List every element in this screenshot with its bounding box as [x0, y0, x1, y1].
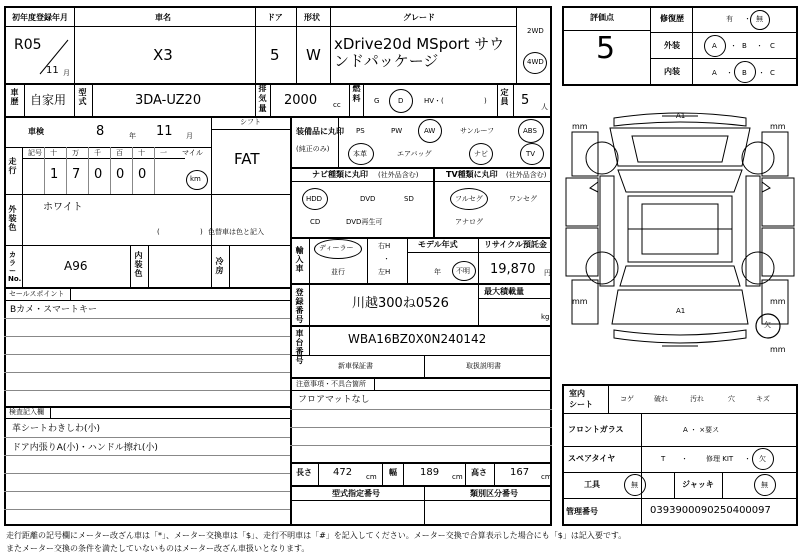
divider: [497, 83, 498, 116]
damage-code: A1: [676, 112, 686, 120]
equip-airbag: エアバッグ: [397, 150, 432, 158]
tv-fullseg: フルセグ: [455, 195, 483, 203]
divider: [290, 167, 552, 169]
dot: ・: [681, 455, 688, 463]
divider: [424, 355, 425, 377]
divider: [4, 116, 552, 118]
divider: [4, 245, 290, 246]
divider: [132, 147, 133, 194]
divider: [290, 181, 552, 182]
repair-no: 無: [756, 15, 763, 23]
divider: [22, 147, 23, 194]
navi-dvd-play: DVD再生可: [346, 218, 383, 226]
ruled-line: [4, 491, 290, 492]
spare-kit: 修理 KIT: [706, 455, 734, 463]
divider: [296, 6, 297, 83]
ruled-line: [4, 437, 290, 438]
inspector-label: 検査記入欄: [9, 408, 44, 416]
divider: [407, 237, 408, 283]
mm-label: mm: [770, 122, 786, 131]
repair-yes: 有: [726, 15, 733, 23]
shift-value: FAT: [234, 150, 260, 168]
sales-point-label: セールスポイント: [9, 290, 65, 298]
divider: [650, 58, 798, 59]
mgmt-value: 0393900090250400097: [650, 505, 771, 516]
score-value: 5: [596, 31, 616, 66]
equip-aw: AW: [424, 127, 436, 135]
divider: [290, 116, 292, 526]
recycle-label: リサイクル預託金: [484, 240, 547, 249]
max-load-unit: kg: [541, 313, 550, 321]
equipment-label: 装備品に丸印: [296, 127, 344, 136]
sheet-scratch: キズ: [756, 395, 770, 403]
divider: [513, 83, 514, 116]
divider: [70, 287, 71, 300]
chassis-value: WBA16BZ0X0N240142: [348, 332, 487, 346]
divider: [24, 83, 25, 116]
inspector-line: ドア内張りA(小)・ハンドル擦れ(小): [12, 443, 158, 453]
divider: [562, 472, 798, 473]
divider: [641, 413, 642, 526]
first-reg-month: 11: [46, 65, 59, 76]
month-unit: 月: [63, 69, 70, 77]
mileage-digit-header: マイル: [182, 149, 203, 157]
color-no-label: カラーNo.: [8, 251, 22, 283]
damage-code: 欠: [764, 321, 771, 329]
exterior-color: ホワイト: [43, 202, 83, 213]
cc-unit: cc: [333, 101, 341, 109]
first-reg-label: 初年度登録年月: [12, 13, 68, 22]
registration-value: 川越300ね0526: [352, 296, 449, 311]
mileage-digit: 0: [116, 167, 125, 182]
left-hand: 左H: [378, 268, 391, 276]
color-note: 色替車は色と記入: [208, 228, 264, 236]
damage-code: A1: [676, 307, 686, 315]
capacity: 5: [521, 93, 530, 108]
note-close: ): [200, 228, 203, 236]
import-parallel: 並行: [331, 268, 345, 276]
navi-sd: SD: [404, 195, 414, 203]
dot: ・: [758, 69, 765, 77]
divider: [130, 245, 131, 287]
tv-analog: アナログ: [455, 218, 483, 226]
mileage-digit: 1: [50, 167, 59, 182]
inspection-label: 車検: [28, 127, 44, 136]
inspector-line: 革シートわきしわ(小): [12, 424, 101, 434]
divider: [4, 194, 290, 195]
tv-oneseg: ワンセグ: [509, 195, 537, 203]
divider: [692, 6, 693, 86]
fuel-d: D: [398, 97, 404, 105]
divider: [318, 462, 319, 485]
spare-t: T: [661, 455, 666, 463]
divider: [4, 26, 516, 27]
divider: [4, 418, 290, 419]
mileage-digit-header: 十: [50, 149, 57, 157]
chassis-label: 車台番号: [295, 329, 304, 365]
model-label: 型式: [78, 88, 87, 106]
mileage-digit: 7: [72, 167, 81, 182]
divider: [382, 462, 383, 485]
usage-label: 車歴: [10, 88, 19, 106]
divider: [22, 194, 23, 245]
divider: [74, 83, 75, 116]
inspection-year: 8: [96, 124, 105, 139]
ruled-line: [290, 409, 552, 410]
car-damage-diagram: [562, 96, 798, 376]
mm-label: mm: [572, 122, 588, 131]
divider: [22, 245, 23, 287]
equip-abs: ABS: [523, 127, 537, 135]
divider: [330, 6, 331, 83]
ruled-line: [4, 372, 290, 373]
recycle-value: 19,870: [490, 262, 536, 277]
tools-label: 工具: [584, 480, 600, 489]
month-unit: 月: [186, 132, 193, 140]
divider: [722, 472, 723, 498]
divider: [4, 300, 290, 301]
divider: [650, 32, 798, 33]
interior-color-label: 内装色: [134, 251, 143, 278]
divider: [270, 83, 271, 116]
cm-unit: cm: [452, 473, 463, 481]
tv-sub: (社外品含む): [506, 171, 547, 179]
length-value: 472: [333, 467, 353, 478]
manual-book: 取扱説明書: [466, 362, 501, 370]
equip-pw: PW: [391, 127, 403, 135]
navi-label: ナビ種類に丸印: [312, 170, 368, 179]
divider: [66, 147, 67, 194]
mm-label: mm: [572, 297, 588, 306]
divider: [211, 129, 290, 130]
divider: [562, 413, 798, 414]
grade-a: A: [712, 42, 717, 50]
repair-label: 修復歴: [660, 14, 684, 23]
divider: [50, 406, 51, 418]
cm-unit: cm: [541, 473, 552, 481]
displacement: 2000: [284, 93, 318, 108]
divider: [4, 406, 290, 408]
cm-unit: cm: [366, 473, 377, 481]
equip-tv: TV: [526, 150, 536, 158]
divider: [674, 472, 675, 498]
car-name: X3: [153, 46, 173, 64]
divider: [407, 252, 552, 253]
divider: [608, 384, 609, 413]
equip-navi: ナビ: [474, 150, 488, 158]
divider: [338, 116, 339, 167]
capacity-label: 定員: [500, 88, 509, 106]
dot: ・: [726, 69, 733, 77]
navi-cd: CD: [310, 218, 321, 226]
fuel-label: 燃料: [352, 84, 361, 103]
model-year-unknown: 不明: [456, 267, 470, 275]
category-label: 類別区分番号: [470, 489, 518, 498]
divider: [478, 298, 552, 299]
divider: [4, 287, 290, 289]
length-label: 長さ: [296, 468, 312, 477]
divider: [516, 6, 517, 83]
divider: [211, 116, 212, 245]
mileage-digit-header: 一: [160, 149, 167, 157]
model: 3DA-UZ20: [135, 93, 202, 108]
divider: [229, 245, 230, 287]
door-label: ドア: [267, 13, 283, 22]
footer-line-2: またメーター交換の条件を満たしていないものはメーター改ざん車扱いとなります。: [6, 544, 310, 553]
grade-label: グレード: [403, 13, 435, 22]
divider: [290, 462, 552, 464]
mileage-unit: km: [190, 175, 201, 183]
divider: [562, 498, 798, 499]
interior-sheet-label-1: 室内: [569, 389, 585, 398]
fuel-close: ): [484, 97, 487, 105]
divider: [309, 283, 310, 325]
tv-label: TV種類に丸印: [446, 170, 498, 179]
inspection-month: 11: [156, 124, 173, 139]
divider: [562, 446, 798, 447]
mileage-label: 走行: [8, 157, 17, 175]
divider: [4, 147, 211, 148]
exterior-label: 外装色: [8, 205, 17, 232]
divider: [349, 83, 350, 116]
interior-grade-label: 内装: [664, 67, 680, 76]
mileage-digit-header: 百: [116, 149, 123, 157]
ruled-line: [290, 445, 552, 446]
height-value: 167: [510, 467, 530, 478]
navi-hdd: HDD: [306, 195, 323, 203]
grade: xDrive20d MSport サウンドパッケージ: [334, 35, 505, 70]
ruled-line: [4, 354, 290, 355]
dot: ・: [730, 42, 737, 50]
sheet-tear: 破れ: [654, 395, 668, 403]
divider: [403, 462, 404, 485]
sheet-stain: 汚れ: [690, 395, 704, 403]
grade-b: B: [742, 69, 747, 77]
notes-text: フロアマットなし: [298, 395, 370, 405]
grade-b: B: [742, 42, 747, 50]
equip-leather: 本革: [353, 150, 367, 158]
registration-label: 登録番号: [295, 288, 304, 324]
windshield-value: A ・ ×要ス: [683, 426, 720, 434]
divider: [433, 167, 435, 237]
equipment-sublabel: (純正のみ): [296, 145, 330, 153]
divider: [4, 83, 552, 85]
sheet-burn: コゲ: [620, 395, 634, 403]
ruled-line: [4, 509, 290, 510]
windshield-label: フロントガラス: [568, 425, 624, 434]
width-label: 幅: [389, 468, 397, 477]
year-unit: 年: [129, 132, 136, 140]
mileage-digit: 0: [94, 167, 103, 182]
recycle-unit: 円: [544, 269, 551, 277]
divider: [44, 147, 45, 194]
equip-sunroof: サンルーフ: [460, 127, 495, 135]
divider: [363, 83, 364, 116]
mileage-digit-header: 千: [94, 149, 101, 157]
ruled-line: [4, 336, 290, 337]
shift-label: シフト: [240, 118, 261, 126]
mgmt-label: 管理番号: [566, 507, 598, 516]
divider: [290, 500, 552, 501]
divider: [478, 283, 479, 325]
divider: [211, 245, 212, 287]
dot: ・: [383, 255, 390, 263]
divider: [478, 237, 479, 283]
divider: [255, 6, 256, 83]
divider: [74, 6, 75, 83]
mileage-digit: 0: [138, 167, 147, 182]
ruled-line: [4, 473, 290, 474]
width-value: 189: [420, 467, 440, 478]
ruled-line: [4, 390, 290, 391]
grade-c: C: [770, 42, 775, 50]
car-name-label: 車名: [155, 13, 171, 22]
doors: 5: [270, 46, 280, 64]
spare-label: スペアタイヤ: [568, 454, 616, 463]
divider: [92, 83, 93, 116]
first-reg-era: R05: [14, 37, 42, 53]
model-year-label: モデル年式: [418, 240, 458, 249]
notes-label: 注意事項・不具合箇所: [296, 380, 366, 388]
score-label: 評価点: [590, 13, 614, 22]
tools-value: 無: [631, 481, 638, 489]
jack-value: 無: [761, 481, 768, 489]
footer-line-1: 走行距離の記号欄にメーター改ざん車は「*」、メーター交換車は「$」、走行不明車は「#」を記入してください。メーター交換で合算表示した場合にも「$」は記入要です。: [6, 531, 627, 540]
grade-a: A: [712, 69, 717, 77]
divider: [367, 237, 368, 283]
divider: [290, 377, 552, 379]
interior-sheet-label-2: シート: [569, 400, 593, 409]
dot: ・: [744, 15, 751, 23]
exterior-grade-label: 外装: [664, 41, 680, 50]
note-open: (: [157, 228, 160, 236]
height-label: 高さ: [471, 468, 487, 477]
divider: [148, 245, 149, 287]
divider: [255, 83, 256, 116]
displacement-label: 排気量: [258, 84, 267, 113]
ac-label: 冷房: [215, 257, 224, 275]
type-designation-label: 型式指定番号: [332, 489, 380, 498]
divider: [650, 6, 651, 86]
divider: [110, 147, 111, 194]
shape-label: 形状: [304, 13, 320, 22]
dot: ・: [756, 42, 763, 50]
drive-4wd: 4WD: [527, 58, 544, 66]
divider: [374, 377, 375, 390]
shape: W: [306, 46, 321, 64]
navi-dvd: DVD: [360, 195, 376, 203]
divider: [290, 485, 552, 487]
mileage-digit-header: 万: [72, 149, 79, 157]
grade-c: C: [770, 69, 775, 77]
divider: [22, 158, 185, 159]
fuel-hv: HV・(: [424, 97, 444, 105]
divider: [290, 355, 552, 356]
dot: ・: [744, 455, 751, 463]
import-dealer: ディーラー: [319, 244, 354, 252]
ruled-line: [4, 318, 290, 319]
navi-sub: (社外品含む): [378, 171, 419, 179]
divider: [290, 283, 552, 285]
color-no: A96: [64, 259, 88, 273]
capacity-unit: 人: [541, 103, 548, 111]
warranty-book: 新車保証書: [338, 362, 373, 370]
right-hand: 右H: [378, 242, 391, 250]
fuel-g: G: [374, 97, 380, 105]
equip-ps: PS: [356, 127, 365, 135]
divider: [309, 237, 310, 283]
mm-label: mm: [770, 345, 786, 354]
divider: [465, 462, 466, 485]
divider: [309, 325, 310, 355]
mileage-digit-header: 十: [138, 149, 145, 157]
ruled-line: [290, 427, 552, 428]
spare-none: 欠: [759, 455, 766, 463]
ruled-line: [4, 455, 290, 456]
import-label: 輸入車: [295, 246, 304, 273]
mm-label: mm: [770, 297, 786, 306]
sheet-hole: 穴: [728, 395, 735, 403]
divider: [290, 390, 552, 391]
divider: [494, 462, 495, 485]
divider: [424, 485, 425, 526]
model-year-unit: 年: [434, 268, 441, 276]
divider: [154, 147, 155, 194]
divider: [290, 325, 552, 327]
max-load-label: 最大積載量: [484, 287, 524, 296]
usage: 自家用: [30, 93, 67, 107]
jack-label: ジャッキ: [682, 480, 714, 489]
divider: [88, 147, 89, 194]
mileage-digit-header: 記号: [28, 149, 42, 157]
sales-point-text: Bカメ・スマートキー: [10, 305, 97, 315]
drive-2wd: 2WD: [527, 27, 544, 35]
